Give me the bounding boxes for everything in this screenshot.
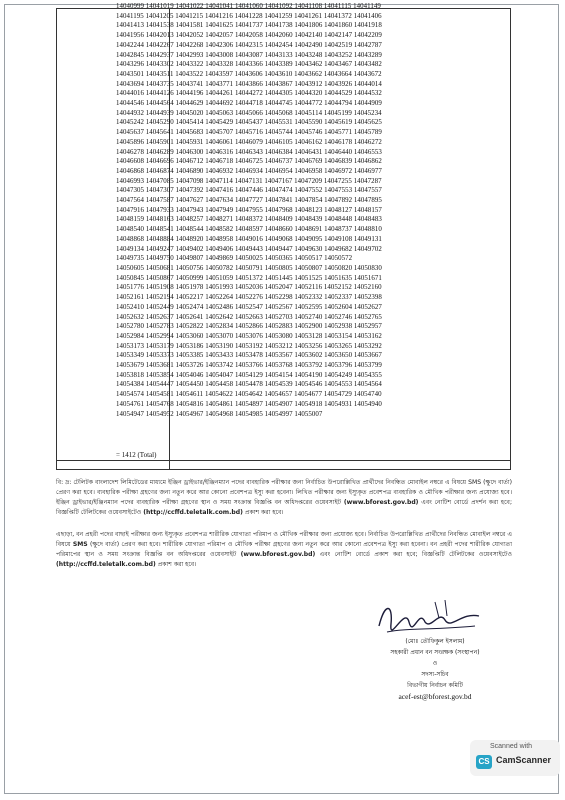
website-link-teletalk-2[interactable]: (http://ccffd.teletalk.com.bd) — [56, 561, 156, 568]
website-link-bforest-2[interactable]: (www.bforest.gov.bd) — [240, 551, 316, 558]
roll-number-list: 14040999 14041019 14041022 14041041 14041060 14041092 14041108 14041115 14041149 14041195 14041205 14041215 14041216 14041228 14041259 14041261 14041372 14041406 14041413 14041538 14041581 14041625 14041737 14041738 14041806 14041860 14041918 14041956 14042013 14042052 14042057 14042058 14042060 14042140 14042147 14042209 14042244 14042267 14042268 14042306 14042315 14042454 14042490 14042519 14042787 14042845 14042937 14042993 14043008 14043087 14043133 14043248 14043252 14043289 14043296 14043302 14043322 14043328 14043366 14043389 14043462 14043467 14043482 14043501 14043511 14043522 14043597 14043606 14043610 14043662 14043664 14043672 14043694 14043735 14043741 14043771 14043866 14043867 14043912 14043926 14044014 14044016 14044126 14044196 14044261 14044272 14044305 14044320 14044529 14044532 14044546 14044564 14044629 14044692 14044718 14044745 14044772 14044794 14044909 14044932 14044939 14045020 14045063 14045066 14045068 14045114 14045199 14045234 14045242 14045290 14045414 14045429 14045437 14045531 14045590 14045619 14045625 14045637 14045641 14045683 14045707 14045716 14045744 14045746 14045771 14045789 14045896 14045901 14045931 14046061 14046079 14046105 14046162 14046178 14046272 14046278 14046289 14046300 14046316 14046343 14046384 14046431 14046440 14046553 14046608 14046696 14046712 14046718 14046725 14046737 14046769 14046839 14046862 14046868 14046874 14046890 14046932 14046934 14046954 14046958 14046972 14046977 14046993 14047085 14047098 14047114 14047131 14047167 14047209 14047255 14047287 14047305 14047307 14047392 14047416 14047446 14047474 14047552 14047553 14047557 14047564 14047587 14047627 14047634 14047727 14047841 14047854 14047892 14047895 14047916 14047933 14047943 14047949 14047955 14047968 14048123 14048127 14048157 14048159 14048163 14048257 14048271 14048372 14048409 14048439 14048448 14048483 14048540 14048541 14048544 14048582 14048597 14048660 14048691 14048737 14048810 14048868 14048884 14048920 14048958 14049016 14049068 14049095 14049108 14049131 14049134 14049247 14049402 14049406 14049443 14049447 14049630 14049682 14049702 14049735 14049750 14049807 14049869 14050025 14050365 14050517 14050572 14050605 14050681 14050756 14050782 14050791 14050805 14050807 14050820 14050830 14050845 14050867 14050999 14051059 14051372 14051445 14051525 14051635 14051671 14051776 14051908 14051978 14051993 14052036 14052047 14052116 14052152 14052160 14052161 14052194 14052217 14052264 14052276 14052298 14052332 14052337 14052398 14052410 14052449 14052474 14052486 14052547 14052567 14052595 14052604 14052627 14052632 14052637 14052641 14052642 14052663 14052703 14052740 14052746 14052765 14052780 14052783 14052822 14052834 14052866 14052883 14052900 14052938 14052957 14052984 14052994 14053060 14053070 14053076 14053080 14053128 14053154 14053162 14053173 14053179 14053186 14053190 14053192 14053212 14053256 14053265 14053292 14053349 14053373 14053385 14053433 14053478 14053567 14053602 14053650 14053667 14053679 14053681 14053726 14053742 14053766 14053768 14053792 14053796 14053799 14053818 14053854 14054046 14054047 14054129 14054154 14054190 14054249 14054355 14054384 14054447 14054450 14054458 14054478 14054539 14054546 14054553 14054564 14054574 14054581 14054611 14054622 14054642 14054657 14054677 14054729 14054740 14054761 14054768 14054816 14054861 14054897 14054907 14054918 14054931 14054940 14054947 14054952 14054967 14054968 14054985 14054997 14055007 — [116, 3, 382, 418]
website-link-teletalk[interactable]: (http://ccffd.teletalk.com.bd) — [143, 509, 243, 516]
signatory-designation: সহকারী প্রধান বন সংরক্ষক (সংস্থাপন) — [390, 649, 480, 656]
signatory-email[interactable]: acef-est@bforest.gov.bd — [398, 692, 472, 701]
camscanner-brand: CamScanner — [496, 755, 552, 765]
signatory-name: (মোঃ তৌফিকুল ইসলাম) — [405, 638, 465, 645]
signatory-and: ও — [432, 660, 438, 667]
signatory-committee: বিভাগীয় নির্বাচন কমিটি — [407, 682, 463, 689]
notice-2-text: এছাড়া, বন প্রহরী পদের বাছাই পরীক্ষার জন্য ইস্যুকৃত প্রবেশপত্র শারীরিক যোগ্যতা পরিমাপ ও মৌখিক পরীক্ষার জন্য প্রযোজ্য হবে। নির্বাচিত উপরোল্লিখিত প্রার্থীদের নিবন্ধিত মোবাইল নম্বরে এ বিষয়ে — [56, 531, 512, 548]
website-link-bforest[interactable]: (www.bforest.gov.bd) — [343, 499, 419, 506]
total-count: = 1412 (Total) — [116, 451, 157, 459]
signatory-block — [345, 636, 525, 702]
handwritten-signature — [375, 596, 485, 640]
notice-2-sms: SMS — [72, 541, 88, 548]
camscanner-watermark — [470, 740, 560, 776]
notice-1-end: প্রকাশ করা হবে। — [244, 509, 284, 516]
table-bottom-row — [57, 460, 510, 469]
notice-paragraph-1 — [56, 478, 512, 518]
notice-2-mid: এবং নোটিশ বোর্ডে প্রকাশ করা হবে; বিজ্ঞপ্তিটি টেলিটকের ওয়েবসাইটেও — [319, 551, 512, 558]
scanned-with-label: Scanned with — [490, 743, 533, 750]
camscanner-logo-icon: CS — [476, 755, 492, 769]
notice-1-text: বি: দ্র: টেলিটক বাংলাদেশ লিমিটেডের মাধ্যমে ইঞ্জিন ড্রাইভার/ইঞ্জিনম্যান পদের ব্যবহারিক পরীক্ষার জন্য নির্বাচিত উপরোল্লিখিত প্রার্থীদের নিবন্ধিত মোবাইল নম্বরে এ বিষয়ে SMS (ক্ষুদে বার্তা) প্রেরণ করা হবে। ব্যবহারিক পরীক্ষা গ্রহণের জন্য নতুন করে আর কোনো প্রবেশপত্র ইস্যু করা হবেনা। লিখিত পরীক্ষার জন্য ইস্যুকৃত প্রবেশপত্র ব্যবহারিক ও মৌখিক পরীক্ষার জন্য প্রযোজ্য হবে। ইঞ্জিন ড্রাইভার/ইঞ্জিনম্যান পদের ব্যবহারিক পরীক্ষা গ্রহণের স্থান ও সময় সংক্রান্ত বিজ্ঞপ্তি বন অধিদপ্তরের ওয়েবসাইট — [56, 479, 512, 506]
notice-2-end: প্রকাশ করা হবে। — [157, 561, 197, 568]
notice-2-text-b: (ক্ষুদে বার্তা) প্রেরণ করা হবে। শারীরিক যোগ্যতা পরিমাপ ও মৌখিক পরীক্ষা গ্রহণের জন্য নতুন করে আর কোনো প্রবেশপত্র ইস্যু করা হবেনা। বন প্রহরী পদের শারীরিক যোগ্যতা পরিমাপের স্থান ও সময় সংক্রান্ত বিজ্ঞপ্তি বন অধিদপ্তরের ওয়েবসাইট — [56, 541, 513, 558]
notice-1-mid: এবং নোটিশ বোর্ডে প্রদর্শন করা হবে; বিজ্ঞপ্তিটি টেলিটকের ওয়েবসাইটেও — [56, 499, 513, 516]
notice-paragraph-2 — [56, 530, 512, 570]
signatory-role: সদস্য-সচিব — [421, 671, 449, 678]
